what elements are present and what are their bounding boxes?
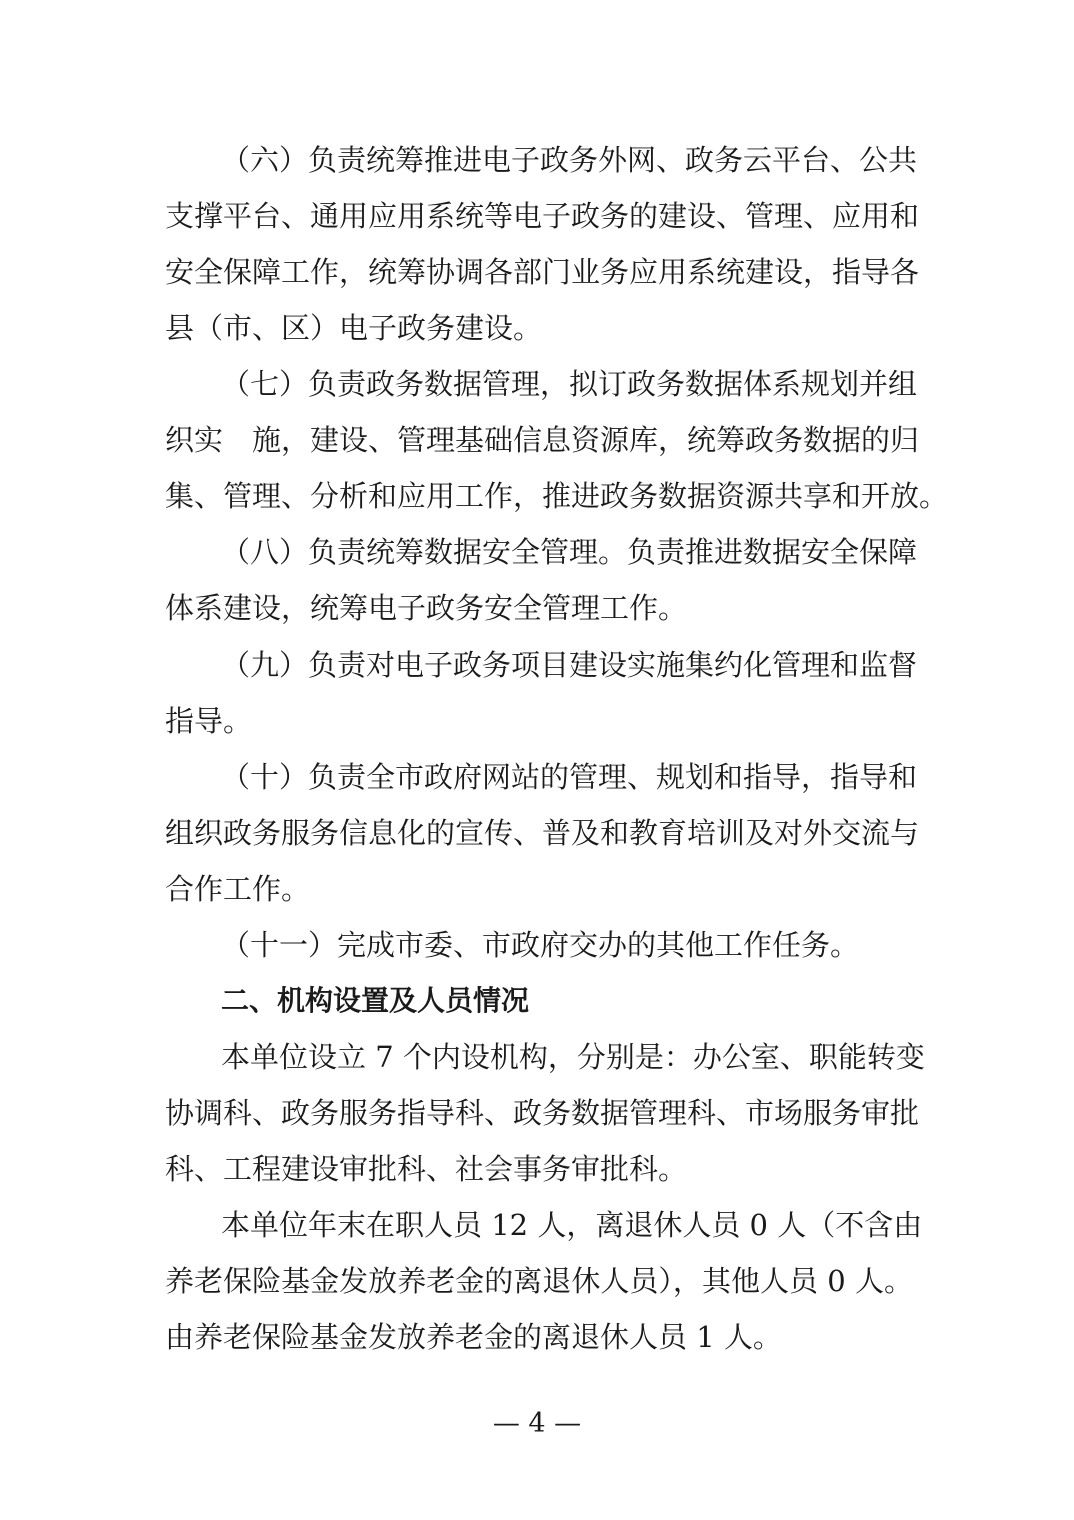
paragraph-line: 集、管理、分析和应用工作，推进政务数据资源共享和开放。 [165, 479, 949, 513]
paragraph-line: 本单位年末在职人员 12 人，离退休人员 0 人（不含由 [221, 1208, 923, 1242]
paragraph-line: 协调科、政务服务指导科、政务数据管理科、市场服务审批 [165, 1096, 920, 1130]
paragraph-line: 指导。 [165, 704, 253, 738]
paragraph-line: 安全保障工作，统筹协调各部门业务应用系统建设，指导各 [165, 255, 920, 289]
paragraph-line: （十）负责全市政府网站的管理、规划和指导，指导和 [221, 760, 918, 794]
paragraph-line: 养老保险基金发放养老金的离退休人员），其他人员 0 人。 [165, 1264, 913, 1298]
paragraph-line: （九）负责对电子政务项目建设实施集约化管理和监督 [221, 648, 918, 682]
paragraph-line: （十一）完成市委、市政府交办的其他工作任务。 [221, 928, 860, 962]
paragraph-line: （八）负责统筹数据安全管理。负责推进数据安全保障 [221, 535, 918, 569]
paragraph-line: 体系建设，统筹电子政务安全管理工作。 [165, 591, 688, 625]
paragraph-line: 组织政务服务信息化的宣传、普及和教育培训及对外交流与 [165, 816, 920, 850]
paragraph-line: 县（市、区）电子政务建设。 [165, 311, 543, 345]
paragraph-line: 支撑平台、通用应用系统等电子政务的建设、管理、应用和 [165, 199, 920, 233]
paragraph-line: 本单位设立 7 个内设机构，分别是：办公室、职能转变 [221, 1040, 925, 1074]
paragraph-line: 织实 施，建设、管理基础信息资源库，统筹政务数据的归 [165, 423, 920, 457]
paragraph-line: （六）负责统筹推进电子政务外网、政务云平台、公共 [221, 143, 918, 177]
paragraph-line: （七）负责政务数据管理，拟订政务数据体系规划并组 [221, 367, 918, 401]
paragraph-line: 科、工程建设审批科、社会事务审批科。 [165, 1152, 688, 1186]
section-heading: 二、机构设置及人员情况 [221, 984, 530, 1017]
paragraph-line: 合作工作。 [165, 872, 311, 906]
paragraph-line: 由养老保险基金发放养老金的离退休人员 1 人。 [165, 1320, 782, 1354]
page-number: — 4 — [492, 1408, 582, 1439]
